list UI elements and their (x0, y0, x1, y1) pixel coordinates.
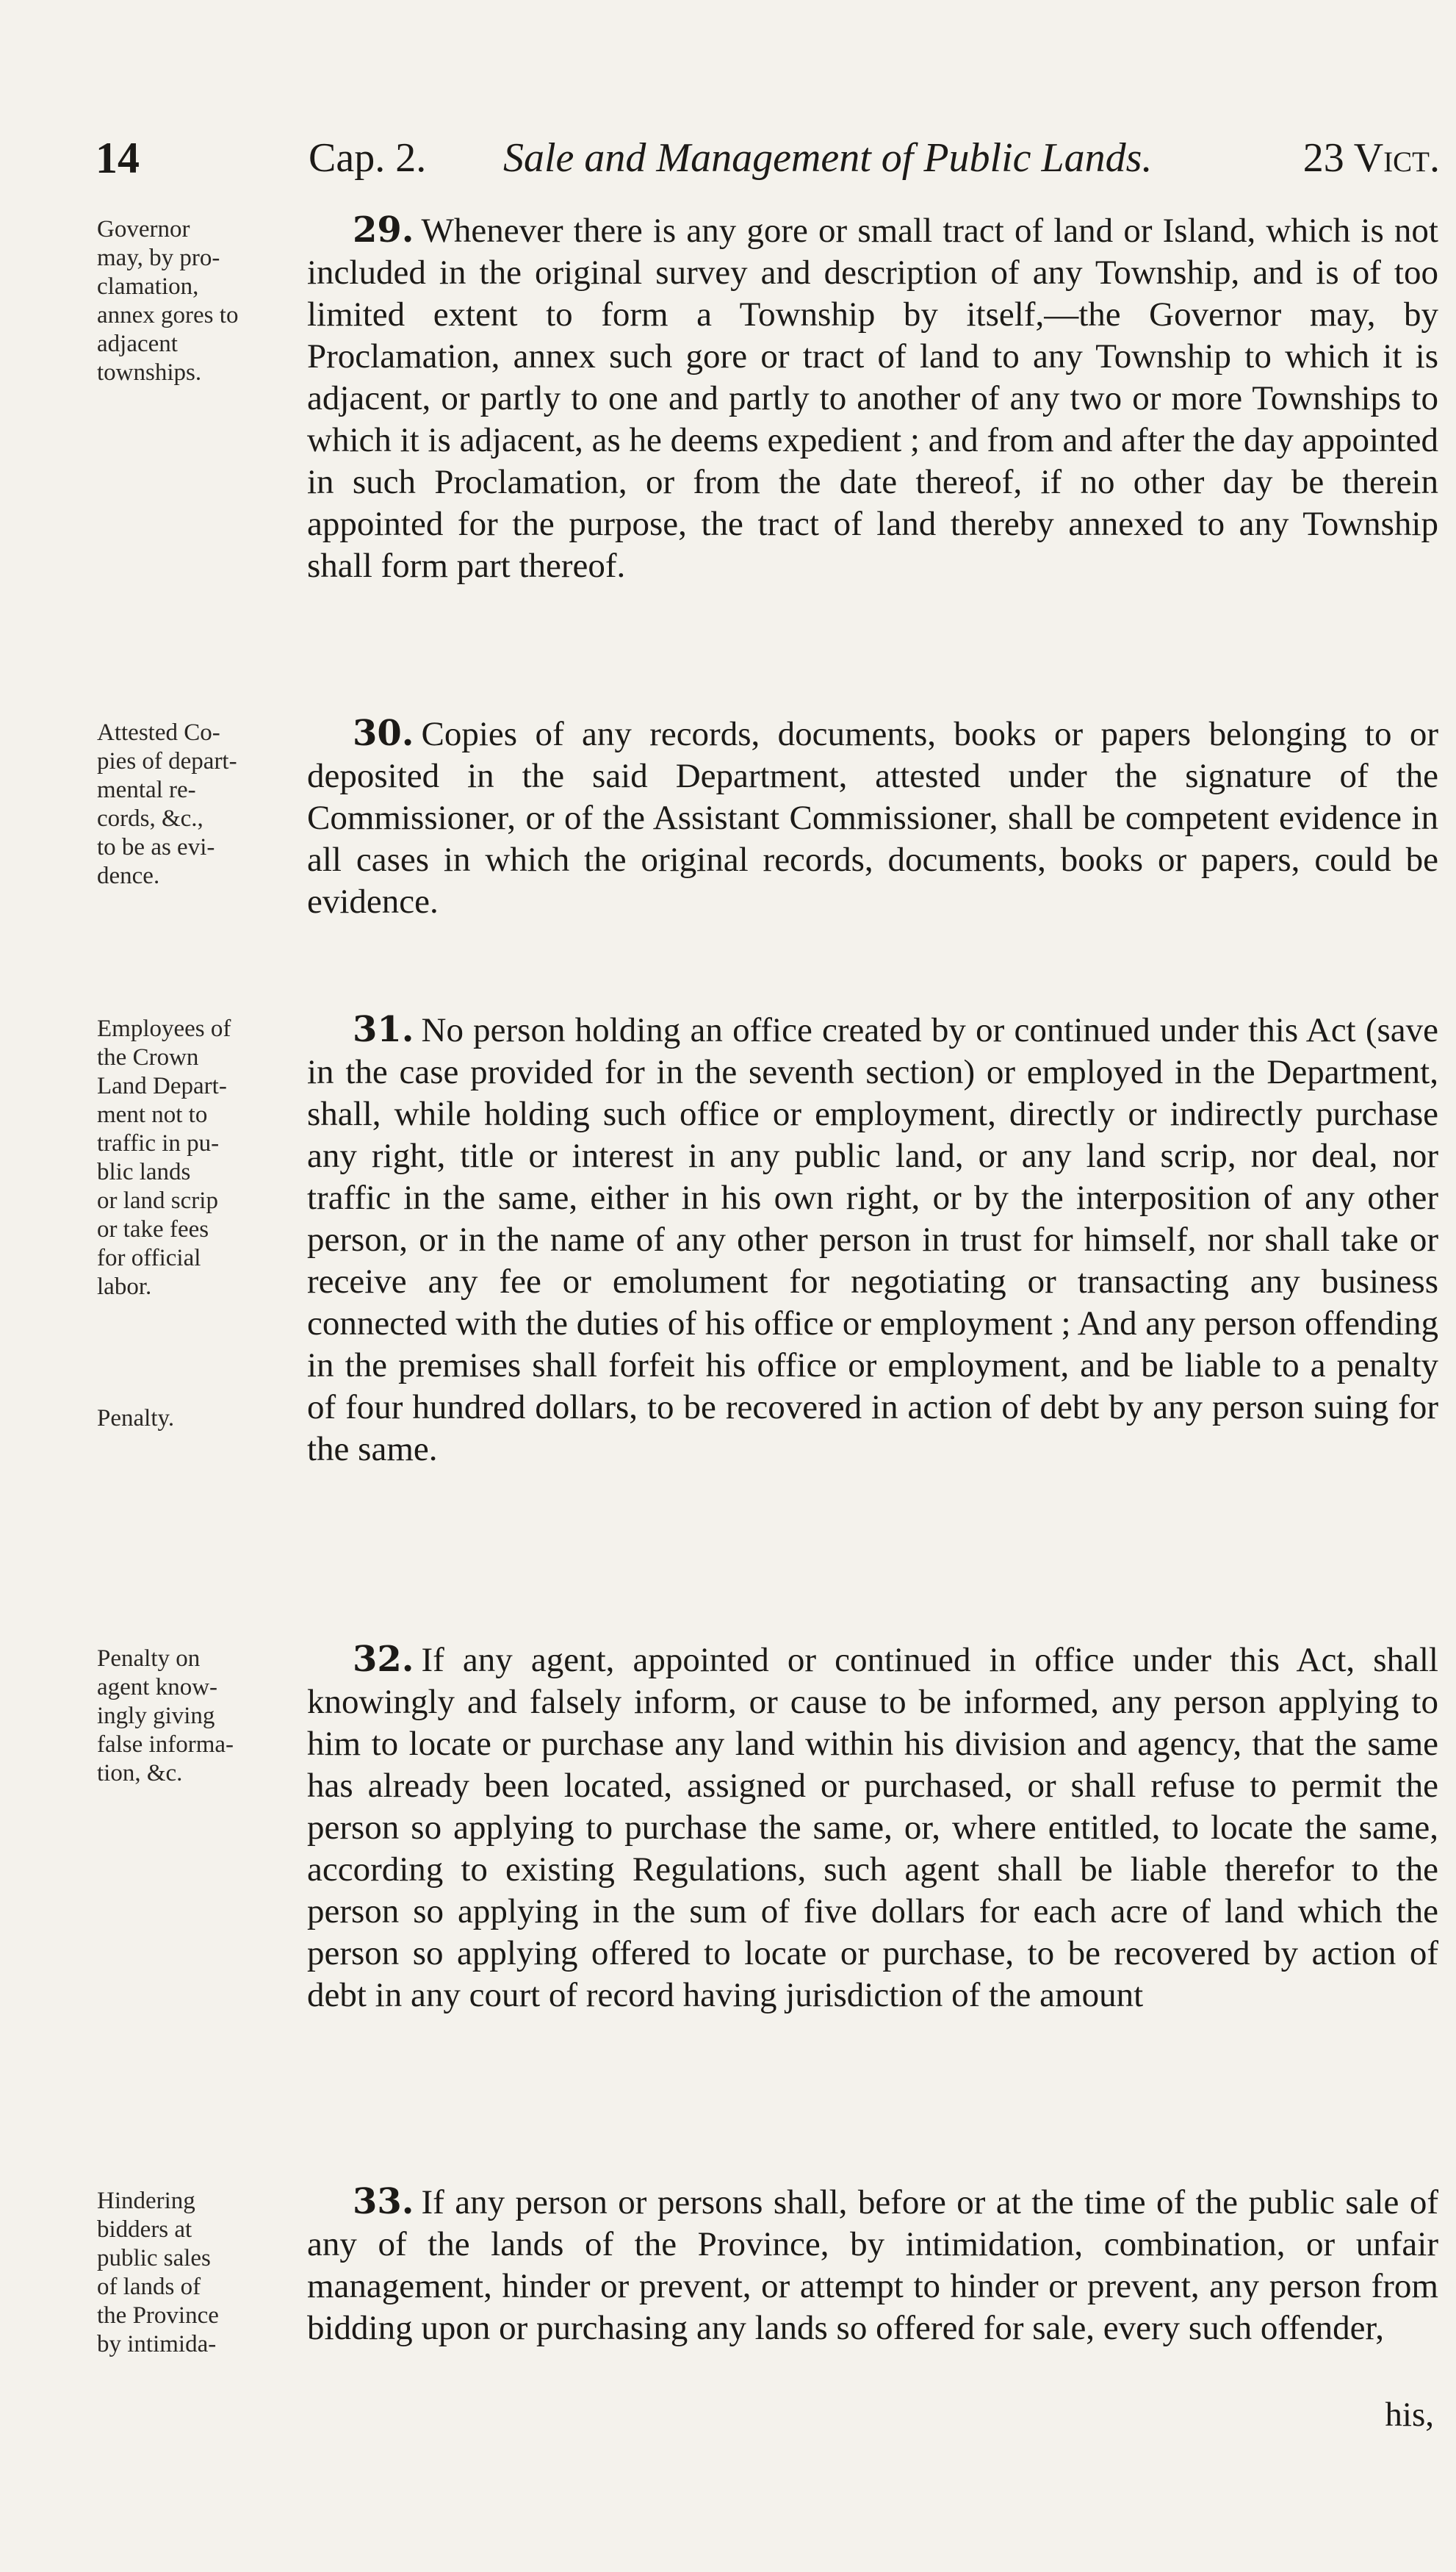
marginal-note-line: Employees of (97, 1016, 231, 1042)
marginal-note-line: bidders at (97, 2216, 192, 2243)
section-number: 31. (353, 1009, 414, 1050)
section-body (307, 1639, 1438, 2016)
section-29 (0, 209, 1456, 680)
catchword: his, (1385, 2396, 1434, 2434)
marginal-note-line: labor. (97, 1274, 152, 1300)
marginal-note-line: townships. (97, 359, 202, 386)
marginal-note-line: the Province (97, 2302, 219, 2329)
marginal-note-line: by intimida- (97, 2331, 217, 2357)
marginal-note-line: or land scrip (97, 1188, 218, 1214)
section-number: 32. (353, 1639, 414, 1680)
marginal-note-line: cords, &c., (97, 805, 203, 832)
marginal-note-line: false informa- (97, 1731, 234, 1758)
section-body (307, 2181, 1438, 2349)
section-31 (0, 1009, 1456, 1597)
section-text: If any person or persons shall, before or at the time of the public sale of any of the lands of the Province, by intimidation, combination, or unfair management, hinder or prevent, or attempt to hinder or prevent, any person from bidding upon or purchasing any lands so offered for sale, every such offender, (307, 2183, 1438, 2347)
marginal-note-line: ingly giving (97, 1703, 215, 1729)
section-body (307, 1009, 1438, 1470)
marginal-note-line: traffic in pu- (97, 1130, 220, 1157)
section-30 (0, 713, 1456, 963)
marginal-note-penalty: Penalty. (97, 1405, 175, 1432)
marginal-note-line: Governor (97, 216, 190, 243)
section-number: 33. (353, 2181, 414, 2222)
marginal-note (97, 1645, 306, 1788)
marginal-note-line: blic lands (97, 1159, 191, 1185)
marginal-note-line: agent know- (97, 1674, 218, 1700)
marginal-note-line: may, by pro- (97, 245, 220, 271)
section-text: Whenever there is any gore or small tract of land or Island, which is not included in the original survey and description of any Township, and is of too limited extent to form a Township by itself,—the Governor may, by Proclamation, annex such gore or tract of land to any Township to which it is adjacent, or partly to one and partly to another of any two or more Townships to which it is adjacent, as he deems expedient ; and from and after the day appointed in such Proclamation, or from the date thereof, if no other day be therein appointed for the purpose, the tract of land thereby annexed to any Township shall form part thereof. (307, 212, 1439, 585)
section-number: 29. (353, 209, 414, 251)
marginal-note-line: adjacent (97, 331, 178, 357)
marginal-note-line: the Crown (97, 1044, 199, 1071)
section-33 (0, 2181, 1456, 2490)
marginal-note (97, 215, 306, 387)
marginal-note-line: ment not to (97, 1102, 208, 1128)
regnal-year: 23 Vict. (1302, 135, 1440, 181)
marginal-note-line: Penalty on (97, 1645, 201, 1672)
marginal-note (97, 1015, 306, 1433)
marginal-note-line: public sales (97, 2245, 211, 2271)
marginal-note-line: annex gores to (97, 302, 239, 328)
chapter-label: Cap. 2. (309, 135, 427, 181)
running-title: Sale and Management of Public Lands. (503, 135, 1153, 181)
marginal-note-line: of lands of (97, 2274, 201, 2300)
marginal-note-line: mental re- (97, 777, 196, 803)
marginal-note-line: dence. (97, 863, 160, 889)
page-number: 14 (95, 134, 140, 182)
marginal-note-line: tion, &c. (97, 1760, 183, 1786)
section-body (307, 209, 1438, 587)
marginal-note-line: for official (97, 1245, 201, 1271)
marginal-note-line: Land Depart- (97, 1073, 227, 1099)
marginal-note-line: Attested Co- (97, 719, 220, 746)
marginal-note-line: to be as evi- (97, 834, 215, 861)
section-text: If any agent, appointed or continued in office under this Act, shall knowingly and falsely inform, or cause to be informed, any person applying to him to locate or purchase any land within his division and agency, that the same has already been located, assigned or purchased, or shall refuse to permit the person so applying to purchase the same, or, where entitled, to locate the same, according to existing Regulations, such agent shall be liable therefor to the person so applying in the sum of five dollars for each acre of land which the person so applying offered to locate or purchase, to be recovered by action of debt in any court of record having jurisdiction of the amount (307, 1641, 1438, 2014)
marginal-note (97, 2187, 306, 2359)
marginal-note-line: pies of depart- (97, 748, 237, 775)
section-text: Copies of any records, documents, books or papers belonging to or deposited in the said Department, attested under the signature of the Commissioner, or of the Assistant Commissioner, shall be competent evidence in all cases in which the original records, documents, books or papers, could be evidence. (307, 715, 1438, 921)
section-body (307, 713, 1438, 923)
marginal-note-line: Hindering (97, 2188, 195, 2214)
page-header (95, 125, 1440, 191)
section-32 (0, 1639, 1456, 2153)
marginal-note-line: or take fees (97, 1216, 209, 1243)
marginal-note-line: clamation, (97, 273, 199, 300)
marginal-note (97, 719, 306, 891)
section-text: No person holding an office created by or continued under this Act (save in the case provided for in the seventh section) or employed in the Department, shall, while holding such office or employment, directly or indirectly purchase any right, title or interest in any public land, or any land scrip, nor deal, nor traffic in the same, either in his own right, or by the interposition of any other person, or in the name of any other person in trust for himself, nor shall take or receive any fee or emolument for negotiating or transacting any business connected with the duties of his office or employment ; And any person offending in the premises shall forfeit his office or employment, and be liable to a penalty of four hundred dollars, to be recovered in action of debt by any person suing for the same. (307, 1011, 1438, 1468)
section-number: 30. (353, 713, 414, 754)
